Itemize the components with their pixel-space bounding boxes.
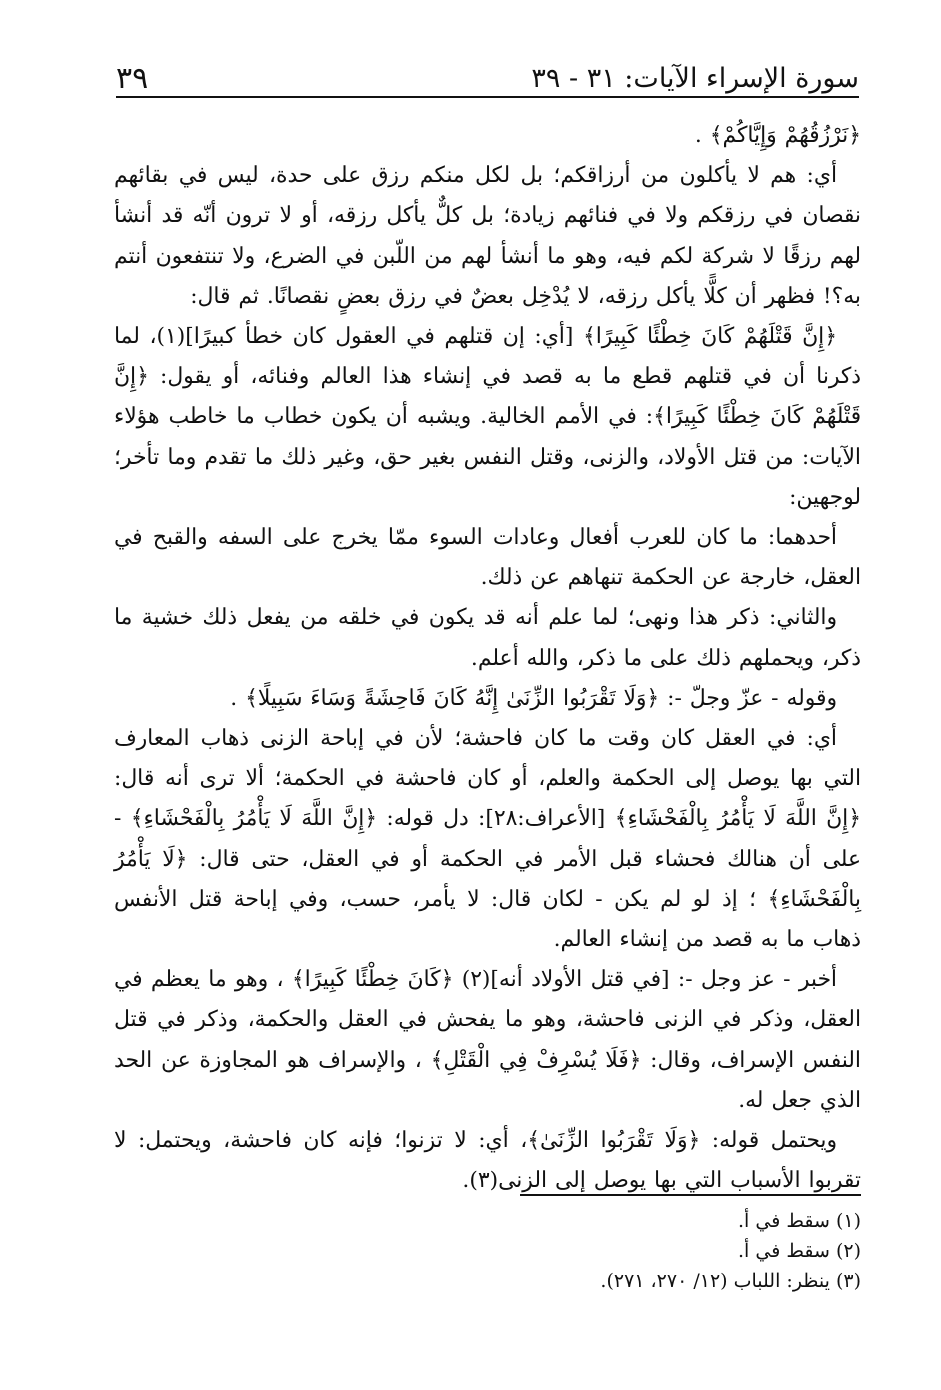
commentary-paragraph: أي: هم لا يأكلون من أرزاقكم؛ بل لكل منكم رزق على حدة، ليس في بقائهم نقصان في رزقكم ولا في فنائهم زيادة؛ بل كلٌّ يأكل رزقه، أو لا ترون أنّه قد أنشأ لهم رزقًا لا شركة لكم فيه، وهو ما أنشأ لهم من اللّبن في الضرع، ولا تنتفعون أنتم به؟! فظهر أن كلًّا يأكل رزقه، لا يُدْخِل بعضٌ في رزق بعضٍ نقصانًا. ثم قال: xyxy=(114,163,861,309)
verse-quote-paragraph: وقوله - عزّ وجلّ -: ﴿وَلَا تَقْرَبُوا الزِّنَىٰ إِنَّهُ كَانَ فَاحِشَةً وَسَاءَ سَبِيلًا﴾ . xyxy=(230,685,837,711)
footnote-1: (١) سقط في أ. xyxy=(738,1210,861,1232)
running-title: سورة الإسراء الآيات: ٣١ - ٣٩ xyxy=(531,63,859,94)
commentary-paragraph: ويحتمل قوله: ﴿وَلَا تَقْرَبُوا الزِّنَىٰ﴾، أي: لا تزنوا؛ فإنه كان فاحشة، ويحتمل: لا تقربوا الأسباب التي بها يوصل إلى الزنى(٣). xyxy=(114,1128,861,1194)
commentary-paragraph: أي: في العقل كان وقت ما كان فاحشة؛ لأن في إباحة الزنى ذهاب المعارف التي بها يوصل إلى الحكمة والعلم، أو كان فاحشة في الحكمة؛ ألا ترى أنه قال: ﴿إِنَّ اللَّهَ لَا يَأْمُرُ بِالْفَحْشَاءِ﴾ [الأعراف:٢٨]: دل قوله: ﴿إِنَّ اللَّهَ لَا يَأْمُرُ بِالْفَحْشَاءِ﴾ - على أن هنالك فحشاء قبل الأمر في الحكمة أو في العقل، حتى قال: ﴿لَا يَأْمُرُ بِالْفَحْشَاءِ﴾ ؛ إذ لو لم يكن - لكان قال: لا يأمر، حسب، وفي إباحة قتل الأنفس ذهاب ما به قصد من إنشاء العالم. xyxy=(114,726,861,953)
footnote-2: (٢) سقط في أ. xyxy=(738,1240,861,1262)
body-text xyxy=(114,116,861,1201)
running-header xyxy=(116,58,859,98)
commentary-paragraph: أحدهما: ما كان للعرب أفعال وعادات السوء ممّا يخرج على السفه والقبح في العقل، خارجة عن الحكمة تنهاهم عن ذلك. xyxy=(114,525,861,591)
verse-fragment-paragraph: ﴿نَرْزُقُهُمْ وَإِيَّاكُمْ﴾ . xyxy=(694,123,861,148)
commentary-paragraph: والثاني: ذكر هذا ونهى؛ لما علم أنه قد يكون في خلقه من يفعل ذلك خشية ما ذكر، ويحملهم ذلك على ما ذكر، والله أعلم. xyxy=(114,605,861,671)
commentary-paragraph: ﴿إِنَّ قَتْلَهُمْ كَانَ خِطْئًا كَبِيرًا﴾ [أي: إن قتلهم في العقول كان خطأ كبيرًا](١)، لما ذكرنا أن في قتلهم قطع ما به قصد في إنشاء هذا العالم وفنائه، أو يقول: ﴿إِنَّ قَتْلَهُمْ كَانَ خِطْئًا كَبِيرًا﴾: في الأمم الخالية. ويشبه أن يكون خطاب ما خاطب هؤلاء الآيات: من قتل الأولاد، والزنى، وقتل النفس بغير حق، وغير ذلك ما تقدم وما تأخر؛ لوجهين: xyxy=(114,324,861,510)
footnote-3: (٣) ينظر: اللباب (١٢/ ٢٧٠، ٢٧١). xyxy=(600,1270,861,1292)
footnotes xyxy=(114,1206,861,1296)
footnote-separator xyxy=(520,1194,861,1196)
commentary-paragraph: أخبر - عز وجل -: [في قتل الأولاد أنه](٢) ﴿كَانَ خِطْئًا كَبِيرًا﴾ ، وهو ما يعظم في العقل، وذكر في الزنى فاحشة، وهو ما يفحش في العقل والحكمة، وذكر في قتل النفس الإسراف، وقال: ﴿فَلَا يُسْرِفْ فِي الْقَتْلِ﴾ ، والإسراف هو المجاوزة عن الحد الذي جعل له. xyxy=(114,967,861,1113)
page-number: ٣٩ xyxy=(116,61,149,96)
